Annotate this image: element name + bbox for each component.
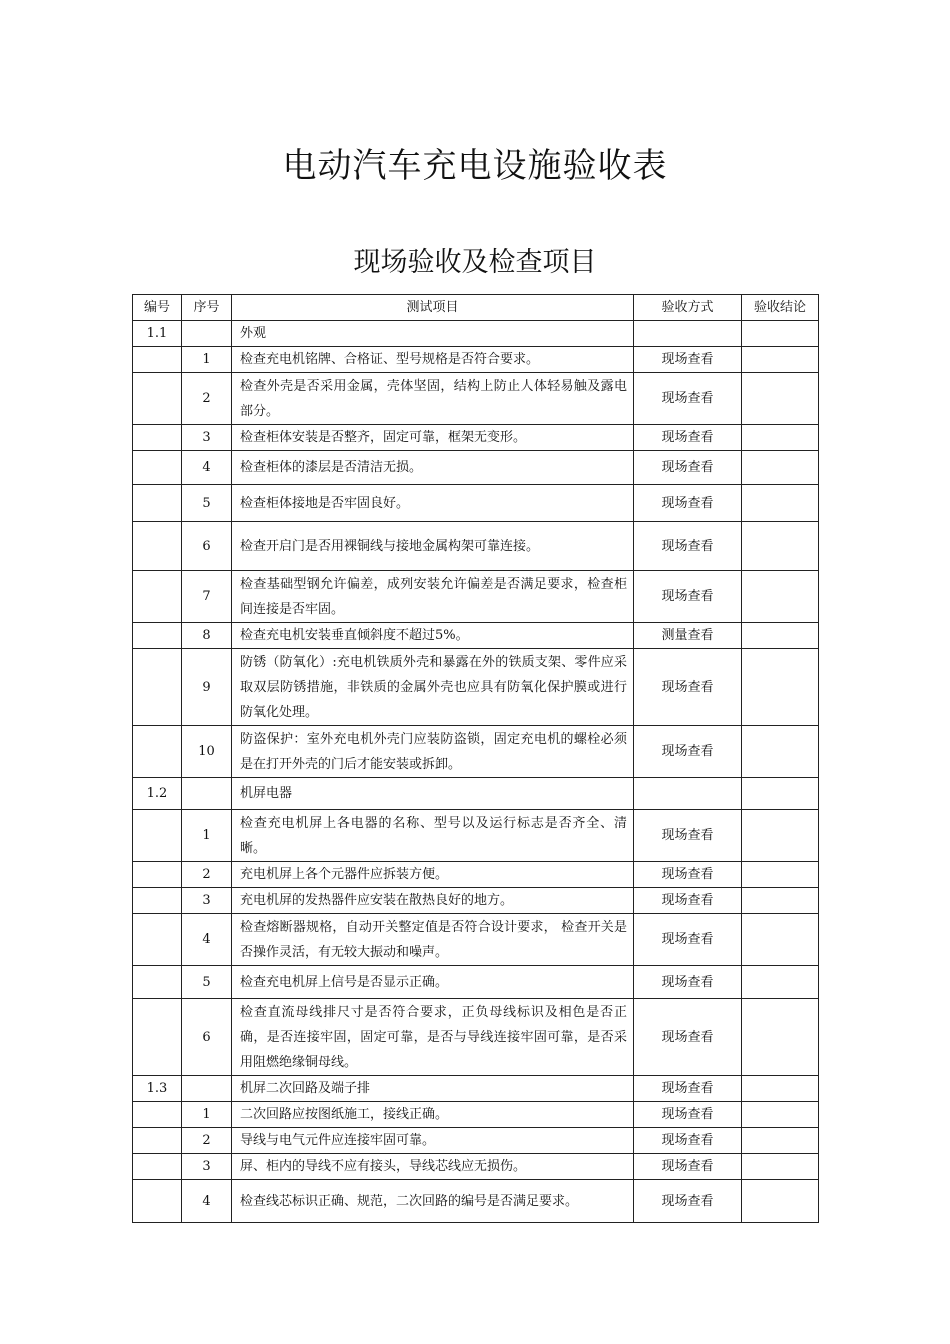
cell-method: 现场查看 [634, 914, 742, 966]
table-row [133, 623, 819, 649]
table-row [133, 485, 819, 522]
cell-method: 现场查看 [634, 1128, 742, 1154]
table-row [133, 321, 819, 347]
table-row [133, 810, 819, 862]
cell-result [742, 1102, 819, 1128]
cell-code [133, 425, 182, 451]
cell-code [133, 810, 182, 862]
table-row [133, 1076, 819, 1102]
cell-seq [182, 1076, 232, 1102]
cell-item: 机屏二次回路及端子排 [232, 1076, 634, 1102]
cell-item: 二次回路应按图纸施工，接线正确。 [232, 1102, 634, 1128]
cell-result [742, 1128, 819, 1154]
cell-method: 现场查看 [634, 726, 742, 778]
cell-result [742, 726, 819, 778]
cell-code [133, 1128, 182, 1154]
header-method: 验收方式 [634, 295, 742, 321]
cell-result [742, 451, 819, 485]
cell-result [742, 778, 819, 810]
cell-method: 现场查看 [634, 571, 742, 623]
cell-result [742, 914, 819, 966]
cell-code [133, 623, 182, 649]
section-subtitle: 现场验收及检查项目 [353, 247, 597, 278]
table-row [133, 451, 819, 485]
cell-seq: 6 [182, 522, 232, 571]
cell-method: 现场查看 [634, 1102, 742, 1128]
cell-item: 防锈（防氧化）:充电机铁质外壳和暴露在外的铁质支架、零件应采取双层防锈措施，非铁质的金属外壳也应具有防氧化保护膜或进行防氧化处理。 [232, 649, 634, 726]
table-row [133, 425, 819, 451]
table-row [133, 571, 819, 623]
cell-seq: 3 [182, 888, 232, 914]
cell-result [742, 321, 819, 347]
cell-result [742, 571, 819, 623]
table-row [133, 914, 819, 966]
cell-code [133, 649, 182, 726]
cell-result [742, 1180, 819, 1223]
cell-code [133, 999, 182, 1076]
cell-item: 检查充电机安装垂直倾斜度不超过5%。 [232, 623, 634, 649]
cell-method: 测量查看 [634, 623, 742, 649]
cell-method: 现场查看 [634, 451, 742, 485]
cell-result [742, 810, 819, 862]
table-row [133, 966, 819, 999]
cell-code [133, 347, 182, 373]
cell-result [742, 1154, 819, 1180]
cell-code: 1.3 [133, 1076, 182, 1102]
cell-method: 现场查看 [634, 649, 742, 726]
table-row [133, 888, 819, 914]
cell-method: 现场查看 [634, 425, 742, 451]
cell-item: 导线与电气元件应连接牢固可靠。 [232, 1128, 634, 1154]
cell-seq: 5 [182, 966, 232, 999]
cell-seq: 2 [182, 1128, 232, 1154]
cell-item: 外观 [232, 321, 634, 347]
table-row [133, 1154, 819, 1180]
cell-seq: 4 [182, 1180, 232, 1223]
cell-seq [182, 321, 232, 347]
cell-seq: 9 [182, 649, 232, 726]
cell-item: 检查柜体安装是否整齐，固定可靠，框架无变形。 [232, 425, 634, 451]
cell-result [742, 522, 819, 571]
cell-code: 1.1 [133, 321, 182, 347]
cell-method [634, 321, 742, 347]
header-item: 测试项目 [232, 295, 634, 321]
cell-item: 检查熔断器规格，自动开关整定值是否符合设计要求， 检查开关是否操作灵活，有无较大振动和噪声。 [232, 914, 634, 966]
cell-result [742, 888, 819, 914]
cell-result [742, 425, 819, 451]
table-row [133, 726, 819, 778]
cell-code [133, 522, 182, 571]
header-seq: 序号 [182, 295, 232, 321]
cell-item: 检查充电机屏上信号是否显示正确。 [232, 966, 634, 999]
table-row [133, 1128, 819, 1154]
cell-code [133, 373, 182, 425]
cell-code [133, 485, 182, 522]
cell-result [742, 862, 819, 888]
cell-code [133, 1154, 182, 1180]
cell-seq [182, 778, 232, 810]
cell-method: 现场查看 [634, 966, 742, 999]
cell-code [133, 451, 182, 485]
cell-seq: 1 [182, 810, 232, 862]
cell-result [742, 966, 819, 999]
cell-code [133, 914, 182, 966]
cell-method: 现场查看 [634, 1180, 742, 1223]
cell-item: 检查充电机屏上各电器的名称、型号以及运行标志是否齐全、清晰。 [232, 810, 634, 862]
cell-result [742, 649, 819, 726]
cell-seq: 1 [182, 347, 232, 373]
cell-seq: 3 [182, 425, 232, 451]
cell-method: 现场查看 [634, 485, 742, 522]
cell-item: 机屏电器 [232, 778, 634, 810]
table-row [133, 347, 819, 373]
table-row [133, 522, 819, 571]
cell-code [133, 888, 182, 914]
cell-item: 屏、柜内的导线不应有接头，导线芯线应无损伤。 [232, 1154, 634, 1180]
cell-method: 现场查看 [634, 1076, 742, 1102]
cell-seq: 1 [182, 1102, 232, 1128]
table-body [133, 321, 819, 1223]
cell-result [742, 1076, 819, 1102]
header-code: 编号 [133, 295, 182, 321]
table-row [133, 778, 819, 810]
cell-seq: 10 [182, 726, 232, 778]
cell-item: 充电机屏上各个元器件应拆装方便。 [232, 862, 634, 888]
cell-item: 检查线芯标识正确、规范，二次回路的编号是否满足要求。 [232, 1180, 634, 1223]
cell-result [742, 623, 819, 649]
cell-method [634, 778, 742, 810]
cell-code [133, 1180, 182, 1223]
table-row [133, 373, 819, 425]
cell-method: 现场查看 [634, 862, 742, 888]
table-row [133, 999, 819, 1076]
table-row [133, 1180, 819, 1223]
table-row [133, 862, 819, 888]
cell-seq: 8 [182, 623, 232, 649]
cell-item: 检查开启门是否用裸铜线与接地金属构架可靠连接。 [232, 522, 634, 571]
cell-method: 现场查看 [634, 347, 742, 373]
cell-method: 现场查看 [634, 810, 742, 862]
table-row [133, 1102, 819, 1128]
cell-item: 检查直流母线排尺寸是否符合要求，正负母线标识及相色是否正确，是否连接牢固，固定可靠，是否与导线连接牢固可靠，是否采用阻燃绝缘铜母线。 [232, 999, 634, 1076]
cell-method: 现场查看 [634, 522, 742, 571]
cell-method: 现场查看 [634, 888, 742, 914]
table-row [133, 649, 819, 726]
cell-result [742, 347, 819, 373]
cell-code [133, 726, 182, 778]
cell-item: 检查基础型钢允许偏差，成列安装允许偏差是否满足要求，检查柜间连接是否牢固。 [232, 571, 634, 623]
cell-method: 现场查看 [634, 999, 742, 1076]
cell-seq: 2 [182, 862, 232, 888]
cell-seq: 2 [182, 373, 232, 425]
cell-seq: 4 [182, 451, 232, 485]
cell-item: 充电机屏的发热器件应安装在散热良好的地方。 [232, 888, 634, 914]
cell-seq: 5 [182, 485, 232, 522]
cell-item: 检查柜体的漆层是否清洁无损。 [232, 451, 634, 485]
cell-code [133, 966, 182, 999]
cell-code: 1.2 [133, 778, 182, 810]
cell-result [742, 999, 819, 1076]
cell-seq: 7 [182, 571, 232, 623]
cell-item: 检查外壳是否采用金属，壳体坚固，结构上防止人体轻易触及露电部分。 [232, 373, 634, 425]
cell-code [133, 571, 182, 623]
cell-item: 检查柜体接地是否牢固良好。 [232, 485, 634, 522]
cell-method: 现场查看 [634, 1154, 742, 1180]
table-header-row [133, 295, 819, 321]
document-title: 电动汽车充电设施验收表 [282, 146, 668, 186]
header-result: 验收结论 [742, 295, 819, 321]
cell-code [133, 1102, 182, 1128]
cell-item: 防盗保护：室外充电机外壳门应装防盗锁，固定充电机的螺栓必须是在打开外壳的门后才能安装或拆卸。 [232, 726, 634, 778]
cell-result [742, 485, 819, 522]
cell-method: 现场查看 [634, 373, 742, 425]
cell-result [742, 373, 819, 425]
inspection-table [132, 294, 819, 1223]
cell-seq: 6 [182, 999, 232, 1076]
cell-seq: 4 [182, 914, 232, 966]
cell-code [133, 862, 182, 888]
cell-item: 检查充电机铭牌、合格证、型号规格是否符合要求。 [232, 347, 634, 373]
cell-seq: 3 [182, 1154, 232, 1180]
